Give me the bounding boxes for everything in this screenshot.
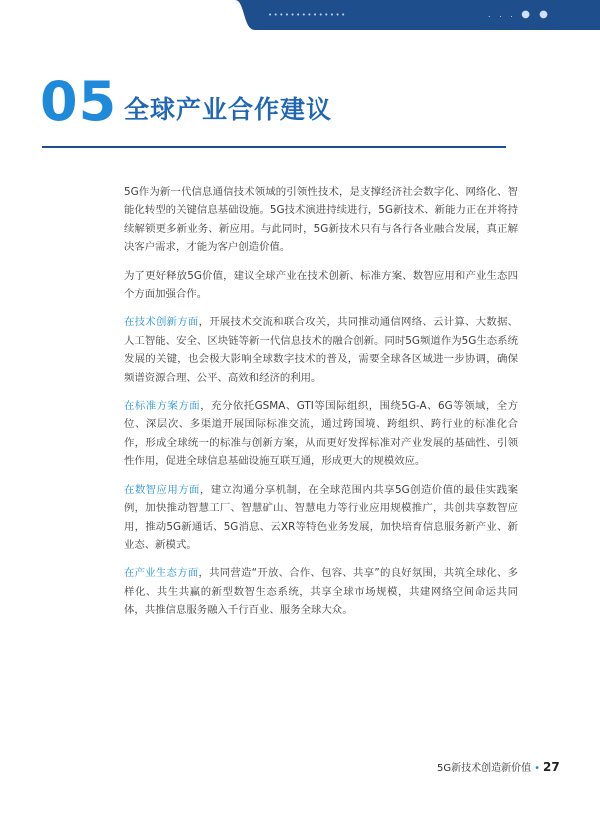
paragraph-lead: 在数智应用方面 — [124, 483, 200, 496]
paragraph-applications — [124, 481, 518, 555]
section-number: 05 — [40, 70, 118, 133]
page-number: 27 — [543, 760, 560, 774]
header-band-curve — [215, 0, 255, 30]
paragraph-ecosystem — [124, 564, 518, 619]
header-dots-decoration: •••••••••••••• — [268, 11, 347, 19]
paragraph-text: ，充分依托GSMA、GTI等国际组织，围绕5G-A、6G等领域，全方位、深层次、多渠道开展国际标准交流，通过跨国境、跨组织、跨行业的标准化合作，形成全球统一的标准与创新方案，从而更好发挥标准对产业发展的基础性、引领性作用，促进全球信息基础设施互联互通，形成更大的规模效应。 — [124, 400, 519, 468]
body-text — [124, 183, 518, 630]
header-dots-small: . . . — [488, 10, 516, 19]
paragraph-proposal — [124, 267, 518, 304]
paragraph-text: ，建立沟通分享机制，在全球范围内共享5G创造价值的最佳实践案例，加快推动智慧工厂、智慧矿山、智慧电力等行业应用规模推广，共创共享数智应用，推动5G新通话、5G消息、云XR等特色业务发展，加快培育信息服务新产业、新业态、新模式。 — [124, 483, 518, 551]
paragraph-text: 5G作为新一代信息通信技术领域的引领性技术，是支撑经济社会数字化、网络化、智能化转型的关键信息基础设施。5G技术演进持续进行，5G新技术、新能力正在并将持续解锁更多新业务、新应用。与此同时，5G新技术只有与各行各业融合发展，真正解决客户需求，才能为客户创造价值。 — [124, 186, 518, 254]
paragraph-text: ，开展技术交流和联合攻关，共同推动通信网络、云计算、大数据、人工智能、安全、区块链等新一代信息技术的融合创新。同时5G频道作为5G生态系统发展的关键，也会极大影响全球数字技术的普及，需要全球各区域进一步协调，确保频谱资源合理、公平、高效和经济的利用。 — [124, 316, 518, 384]
page-footer — [437, 759, 560, 777]
paragraph-lead: 在标准方案方面 — [124, 400, 201, 413]
footer-book-title: 5G新技术创造新价值 — [437, 763, 532, 774]
paragraph-text: 为了更好释放5G价值，建议全球产业在技术创新、标准方案、数智应用和产业生态四个方面加强合作。 — [124, 269, 518, 301]
paragraph-lead: 在产业生态方面 — [124, 567, 199, 580]
paragraph-tech-innovation — [124, 313, 518, 387]
header-band-light — [0, 0, 235, 30]
paragraph-standards — [124, 397, 518, 471]
paragraph-intro — [124, 183, 518, 257]
paragraph-lead: 在技术创新方面 — [124, 316, 199, 329]
header-dots-right — [488, 11, 551, 19]
footer-separator: • — [534, 763, 541, 774]
section-title: 全球产业合作建议 — [124, 95, 333, 124]
section-divider — [42, 146, 506, 148]
header-dots-big: ● ● — [521, 9, 551, 20]
paragraph-text: ，共同营造“开放、合作、包容、共享”的良好氛围，共筑全球化、多样化、共生共赢的新型数智生态系统，共享全球市场规模，共建网络空间命运共同体，共推信息服务融入千行百业、服务全球大众。 — [124, 567, 519, 617]
